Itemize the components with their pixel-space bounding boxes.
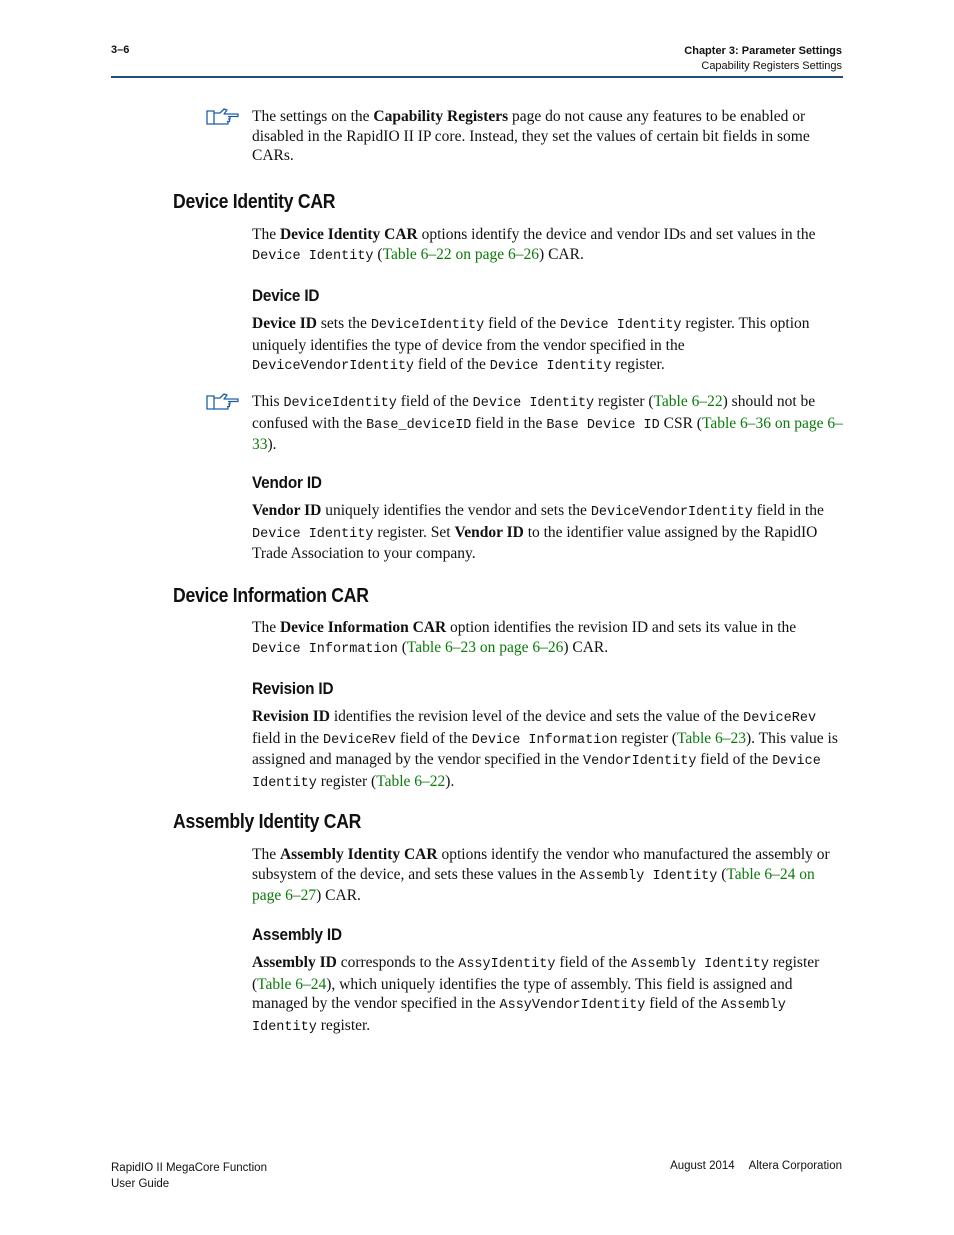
- note-device-identity: [206, 392, 846, 455]
- heading-device-id: Device ID: [252, 286, 320, 305]
- paragraph-device-identity-car: The Device Identity CAR options identify the device and vendor IDs and set values in the Device Identity (Table 6–22 on page 6–26) CAR.: [252, 226, 816, 264]
- footer-publication: [670, 1160, 842, 1172]
- link-table-6-22[interactable]: Table 6–22 on page 6–26: [382, 245, 540, 263]
- link-table-6-24[interactable]: Table 6–24: [257, 975, 327, 993]
- heading-vendor-id: Vendor ID: [252, 473, 322, 492]
- section-title: Capability Registers Settings: [701, 60, 842, 72]
- footer-product: RapidIO II MegaCore Function: [111, 1162, 267, 1174]
- header-rule: [111, 76, 843, 78]
- link-table-6-22[interactable]: Table 6–22: [376, 772, 446, 790]
- heading-assembly-id: Assembly ID: [252, 925, 342, 944]
- paragraph-device-information-car: The Device Information CAR option identifies the revision ID and sets its value in the Device Information (Table 6–23 on page 6–26) CAR.: [252, 619, 797, 657]
- page-number: 3–6: [111, 44, 130, 56]
- paragraph-assembly-identity-car: The Assembly Identity CAR options identify the vendor who manufactured the assembly or subsystem of the device, and sets these values in the Assembly Identity (Table 6–24 on page 6–27) CAR.: [252, 846, 830, 905]
- running-header: [684, 44, 842, 74]
- heading-revision-id: Revision ID: [252, 679, 334, 698]
- chapter-title: Chapter 3: Parameter Settings: [684, 45, 842, 57]
- link-table-6-22[interactable]: Table 6–22: [653, 393, 723, 410]
- paragraph-revision-id: Revision ID identifies the revision level of the device and sets the value of the DeviceRev field in the DeviceRev field of the Device Information register (Table 6–23). This value is assigned and managed by the vendor specified in the VendorIdentity field of the Device Identity register (Table 6–22).: [252, 708, 838, 791]
- footer-doc-type: User Guide: [111, 1178, 170, 1190]
- heading-device-information-car: Device Information CAR: [173, 585, 369, 607]
- link-table-6-23[interactable]: Table 6–23: [676, 729, 747, 747]
- link-table-6-23[interactable]: Table 6–23 on page 6–26: [406, 638, 564, 656]
- heading-assembly-identity-car: Assembly Identity CAR: [173, 811, 362, 833]
- pointing-hand-icon: [206, 107, 240, 127]
- link-table-6-36[interactable]: Table 6–36 on page 6–33: [252, 414, 843, 454]
- note-capability-registers: [206, 107, 846, 166]
- link-table-6-24[interactable]: Table 6–24 on page 6–27: [252, 865, 815, 905]
- note-text: This DeviceIdentity field of the Device Identity register (Table 6–22) should not be confused with the Base_deviceID field in the Base Device ID CSR (Table 6–36 on page 6–33).: [252, 393, 843, 454]
- paragraph-assembly-id: Assembly ID corresponds to the AssyIdentity field of the Assembly Identity register (Table 6–24), which uniquely identifies the type of assembly. This field is assigned and managed by the vendor specified in the AssyVendorIdentity field of the Assembly Identity register.: [252, 954, 820, 1035]
- footer-company: Altera Corporation: [748, 1160, 842, 1172]
- footer-document: [111, 1160, 267, 1192]
- note-text: The settings on the Capability Registers page do not cause any features to be enabled or disabled in the RapidIO II IP core. Instead, they set the values of certain bit fields in some CARs.: [252, 108, 810, 165]
- pointing-hand-icon: [206, 392, 240, 412]
- footer-date: August 2014: [670, 1160, 735, 1172]
- paragraph-vendor-id: Vendor ID uniquely identifies the vendor and sets the DeviceVendorIdentity field in the Device Identity register. Set Vendor ID to the identifier value assigned by the RapidIO Trade Association to your company.: [252, 502, 824, 563]
- paragraph-device-id: Device ID sets the DeviceIdentity field of the Device Identity register. This option uniquely identifies the type of device from the vendor specified in the DeviceVendorIdentity field of the Device Identity register.: [252, 315, 810, 375]
- heading-device-identity-car: Device Identity CAR: [173, 191, 336, 213]
